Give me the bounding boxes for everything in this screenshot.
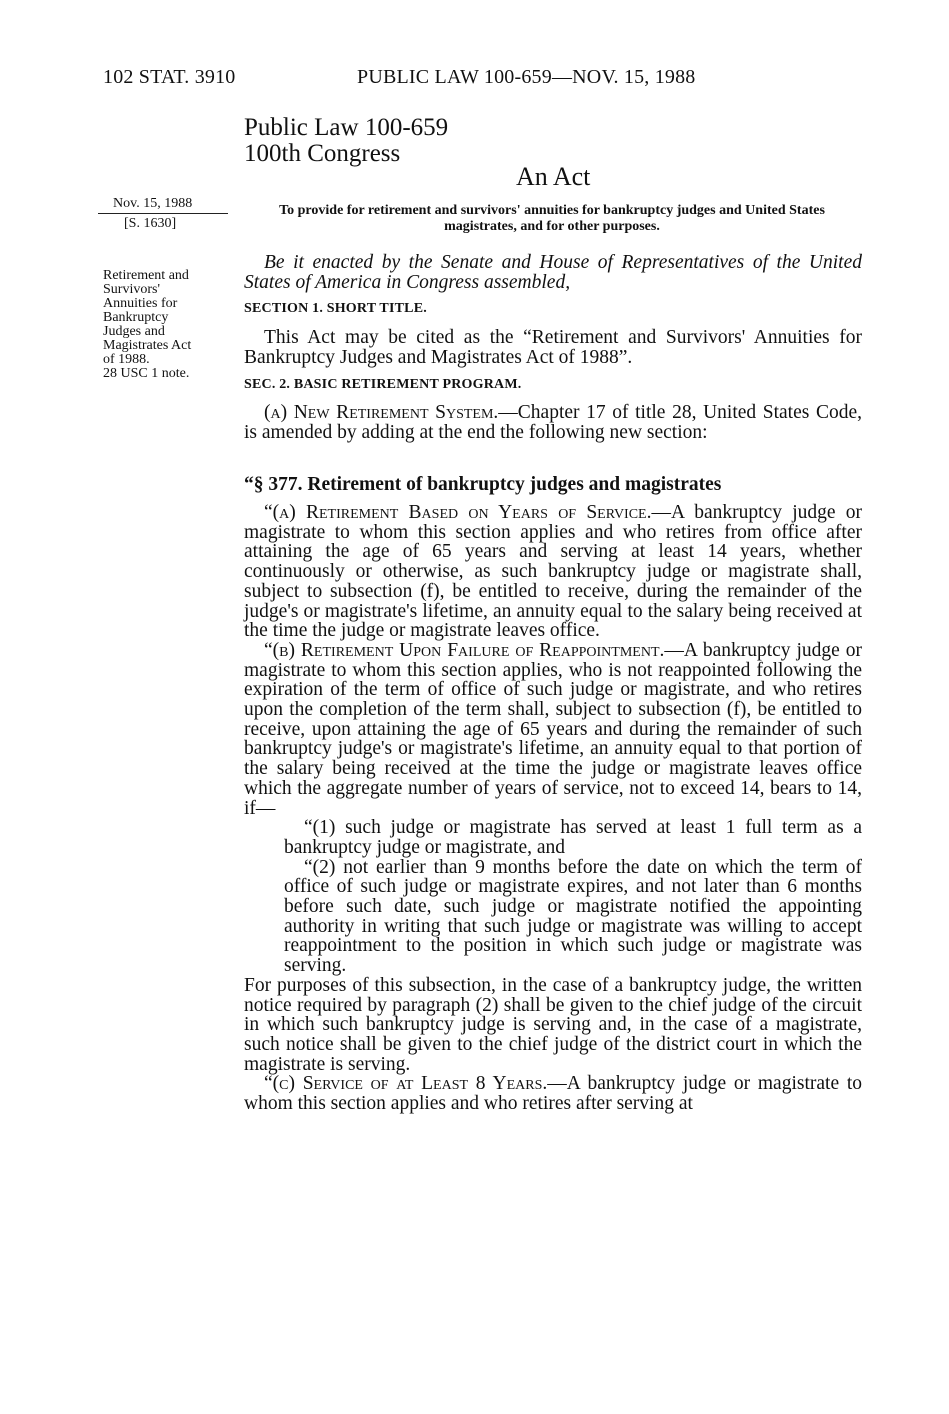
page-reference: 102 STAT. 3910 [103,66,236,88]
act-label: An Act [516,162,591,191]
congress-label: 100th Congress [244,140,401,167]
paragraph-b1: “(1) such judge or magistrate has served at least 1 full term as a bankruptcy judge or magistrate, and [284,817,862,858]
section-377-heading: “§ 377. Retirement of bankruptcy judges and magistrates [244,474,722,495]
section-1-heading: SECTION 1. SHORT TITLE. [244,301,427,316]
running-title: PUBLIC LAW 100-659—NOV. 15, 1988 [357,66,696,88]
margin-date: Nov. 15, 1988 [113,196,193,211]
margin-note-line: Magistrates Act [103,338,192,353]
margin-note [103,269,233,381]
margin-note-line: 28 USC 1 note. [103,366,190,381]
subsection-a-paragraph [244,503,862,641]
margin-note-line: Retirement and [103,268,189,283]
subsection-b-label: “(b) Retirement Upon Failure of Reappointment. [264,639,665,661]
margin-note-line: Annuities for [103,296,178,311]
public-law-number: Public Law 100-659 [244,114,449,141]
margin-note-line: of 1988. [103,352,150,367]
section-2-heading: SEC. 2. BASIC RETIREMENT PROGRAM. [244,377,522,392]
section-2a-paragraph [244,403,862,442]
paragraph-b2: “(2) not earlier than 9 months before the date on which the term of office of such judge or magistrate expires, and not later than 6 months before such date, such judge or magistrate notified the appointing authority in writing that such judge or magistrate was willing to accept reappointment to the position in which such judge or magistrate was serving. [284,856,862,977]
subsection-b-text: —A bankruptcy judge or magistrate to whom this section applies, who is not reappointed following the expiration of the term of office of such judge or magistrate, and who retires upon the completion of the term shall, subject to subsection (f), be entitled to receive, upon attaining the age of 65 years and during the remainder of such bankruptcy judge's or magistrate's lifetime, an annuity equal to that portion of the salary being received at the time the judge or magistrate leaves office which the aggregate number of years of service, not to exceed 14, bears to 14, if— [244,639,863,819]
enacting-clause: Be it enacted by the Senate and House of Representatives of the United States of America in Congress assembled, [244,252,862,293]
margin-note-line: Survivors' [103,282,160,297]
margin-divider [98,213,228,214]
subsection-b-closing: For purposes of this subsection, in the case of a bankruptcy judge, the written notice required by paragraph (2) shall be given to the chief judge of the circuit in which such bankruptcy judge is serving and, in the case of a magistrate, such notice shall be given to the chief judge of the district court in which the magistrate is serving. [244,974,862,1075]
margin-note-line: Judges and [103,324,165,339]
section-2a-label: (a) New Retirement System. [264,402,499,423]
subsection-c-text: —A bankruptcy judge or magistrate to whom this section applies and who retires after serving at [244,1073,862,1115]
subsection-b-paragraph [244,641,862,818]
subsection-a-text: —A bankruptcy judge or magistrate to whom this section applies and who retires from office after attaining the age of 65 years and serving at least 14 years, whether continuously or otherwise, as such bankruptcy judge or magistrate shall, subject to subsection (f), be entitled to receive, during the remainder of the judge's or magistrate's lifetime, an annuity equal to the salary being received at the time the judge or magistrate leaves office. [244,502,862,642]
margin-bill-number: [S. 1630] [124,216,177,231]
subsection-c-label: “(c) Service of at Least 8 Years. [264,1073,548,1095]
subsection-a-label: “(a) Retirement Based on Years of Service. [264,502,652,523]
subsection-c-paragraph [244,1074,862,1113]
section-1-text: This Act may be cited as the “Retirement and Survivors' Annuities for Bankruptcy Judges and Magistrates Act of 1988”. [244,327,862,368]
act-purpose: To provide for retirement and survivors' annuities for bankruptcy judges and United States magistrates, and for other purposes. [279,203,825,234]
section-2a-text: —Chapter 17 of title 28, United States Code, is amended by adding at the end the following new section: [244,402,862,443]
margin-note-line: Bankruptcy [103,310,169,325]
